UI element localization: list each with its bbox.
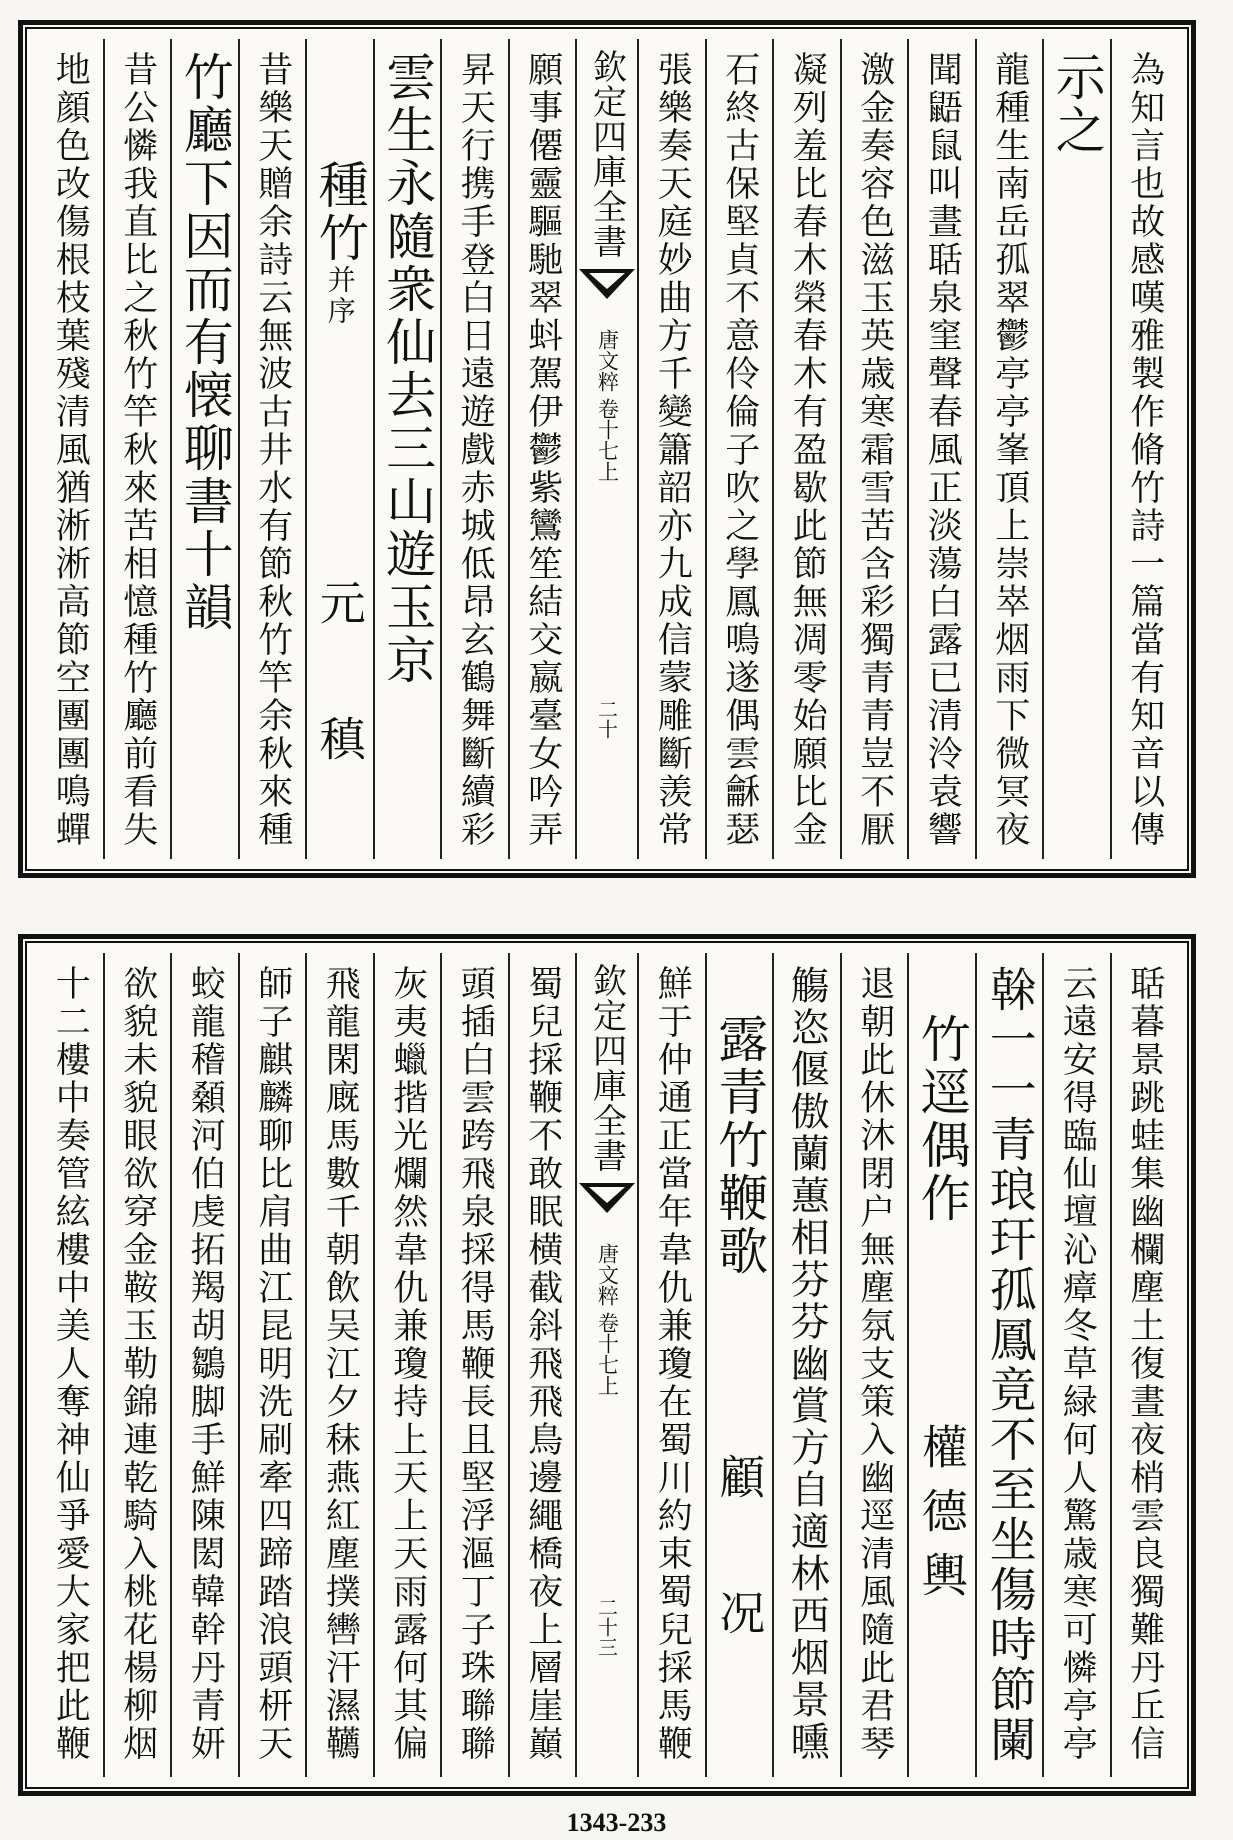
text-column	[508, 39, 576, 859]
text-column	[238, 953, 306, 1777]
column-text: 張樂奏天庭妙曲方千變簫韶亦九成信蒙雕斷羡常	[652, 51, 693, 849]
folio-number: 二十三	[594, 1597, 619, 1657]
poem-title-column	[305, 39, 373, 859]
volume-number: 卷十七上	[595, 1312, 620, 1396]
text-column	[103, 953, 171, 1777]
text-column	[37, 39, 103, 859]
text-column	[373, 39, 441, 859]
column-text: 地顔色改傷根枝葉殘清風猶淅淅高節空團團鳴蟬	[50, 51, 91, 849]
column-text: 蛟龍稽顙河伯虔拓羯胡鶵脚手鮮陳閎韓幹丹青妍	[185, 965, 226, 1763]
poem-title	[310, 159, 369, 327]
folio-number: 二十	[594, 699, 619, 739]
page-number: 1343-233	[566, 1808, 667, 1837]
book-title: 欽定四庫全書	[586, 49, 627, 259]
text-column	[305, 953, 373, 1777]
column-text: 榦一一青琅玕孤鳳竟不至坐傷時節闌	[981, 965, 1037, 1765]
column-text: 欲貌未貌眼欲穿金鞍玉勒錦連乾騎入桃花楊柳烟	[117, 965, 158, 1763]
text-column	[840, 39, 908, 859]
column-text: 聒暮景跳蛙集幽欄塵土復晝夜梢雲良獨難丹丘信	[1124, 965, 1165, 1763]
column-text: 示之	[1047, 51, 1106, 157]
text-column	[705, 39, 773, 859]
bottom-columns	[37, 953, 1177, 1777]
book-spine-column	[575, 953, 637, 1777]
column-text: 飛龍閑廐馬數千朝飲吴江夕秣燕紅塵撲轡汗濕韉	[320, 965, 361, 1763]
text-column	[238, 39, 306, 859]
text-column	[637, 953, 705, 1777]
column-text: 石終古保堅貞不意伶倫子吹之學鳳鳴遂偶雲龢瑟	[719, 51, 760, 849]
text-column	[840, 953, 908, 1777]
poem-title-note: 并序	[323, 265, 357, 327]
poem-title: 露青竹鞭歌	[710, 1013, 769, 1278]
column-text: 昔公憐我直比之秋竹竿秋來苦相憶種竹廳前看失	[117, 51, 158, 849]
poem-title-column	[907, 953, 975, 1777]
text-column	[373, 953, 441, 1777]
top-page-panel	[18, 20, 1196, 878]
fish-tail-mark	[579, 1183, 635, 1213]
text-column	[1110, 39, 1178, 859]
book-title: 欽定四庫全書	[586, 963, 627, 1173]
text-column	[440, 953, 508, 1777]
text-column	[508, 953, 576, 1777]
volume-title: 唐文粹	[595, 329, 620, 392]
column-text: 竹廳下因而有懐聊書十韻	[175, 51, 234, 634]
text-column	[1110, 953, 1178, 1777]
column-text: 十二樓中奏管絃樓中美人奪神仙爭愛大家把此鞭	[50, 965, 91, 1763]
column-text: 云遠安得臨仙壇沁瘴冬草緑何人驚歳寒可憐亭亭	[1057, 965, 1098, 1763]
author-name: 顧 况	[712, 1453, 767, 1653]
column-text: 鮮于仲通正當年韋仇兼瓊在蜀川約束蜀兒採馬鞭	[652, 965, 693, 1763]
author-name: 元 稹	[312, 579, 367, 779]
text-column	[1042, 39, 1110, 859]
top-columns	[37, 39, 1177, 859]
poem-title-column	[705, 953, 773, 1777]
text-column	[907, 39, 975, 859]
column-text: 龍種生南岳孤翠鬱亭亭峯頂上崇崒烟雨下微冥夜	[989, 51, 1030, 849]
column-text: 師子麒麟聊比肩曲江昆明洗刷牽四蹄踏浪頭枅天	[252, 965, 293, 1763]
column-text: 灰夷蠟揩光爛然韋仇兼瓊持上天上天雨露何其偏	[387, 965, 428, 1763]
text-column	[975, 953, 1043, 1777]
text-column	[637, 39, 705, 859]
text-column	[975, 39, 1043, 859]
text-column	[37, 953, 103, 1777]
column-text: 激金奏容色滋玉英歳寒霜雪苦含彩獨青青豈不厭	[854, 51, 895, 849]
poem-title-text: 種竹	[310, 159, 369, 265]
poem-title: 竹逕偶作	[912, 1013, 971, 1225]
column-text: 為知言也故感嘆雅製作脩竹詩一篇當有知音以傳	[1124, 51, 1165, 849]
column-text: 聞鼯鼠叫晝聒泉窐聲春風正淡蕩白露已清泠袁響	[922, 51, 963, 849]
fish-tail-mark	[579, 269, 635, 299]
column-text: 頭插白雲跨飛泉採得馬鞭長且堅浮漚丁子珠聯聯	[455, 965, 496, 1763]
column-text: 退朝此休沐閉户無塵氛支策入幽逕清風隨此君琴	[854, 965, 895, 1763]
column-text: 雲生永隨衆仙去三山遊玉京	[378, 51, 437, 687]
column-text: 昔樂天贈余詩云無波古井水有節秋竹竿余秋來種	[252, 51, 293, 849]
text-column	[170, 953, 238, 1777]
column-text: 願事僊靈驅馳翠蚪駕伊鬱紫鸞笙結交嬴臺女吟弄	[522, 51, 563, 849]
text-column	[440, 39, 508, 859]
text-column	[1042, 953, 1110, 1777]
volume-number: 卷十七上	[595, 398, 620, 482]
column-text: 凝列羞比春木榮春木有盈歇此節無凋零始願比金	[787, 51, 828, 849]
text-column	[103, 39, 171, 859]
volume-title: 唐文粹	[595, 1243, 620, 1306]
bottom-page-panel	[18, 934, 1196, 1796]
column-text: 蜀兒採鞭不敢眠横截斜飛飛鳥邊繩橋夜上層崖巔	[522, 965, 563, 1763]
author-name: 權德輿	[914, 1423, 969, 1615]
book-spine-column	[575, 39, 637, 859]
text-column	[772, 953, 840, 1777]
text-column	[170, 39, 238, 859]
column-text: 觴恣偃傲蘭蕙相芬芬幽賞方自適林西烟景曛	[784, 965, 830, 1763]
column-text: 昇天行携手登白日遠遊戲赤城低昂玄鶴舞斷續彩	[455, 51, 496, 849]
text-column	[772, 39, 840, 859]
